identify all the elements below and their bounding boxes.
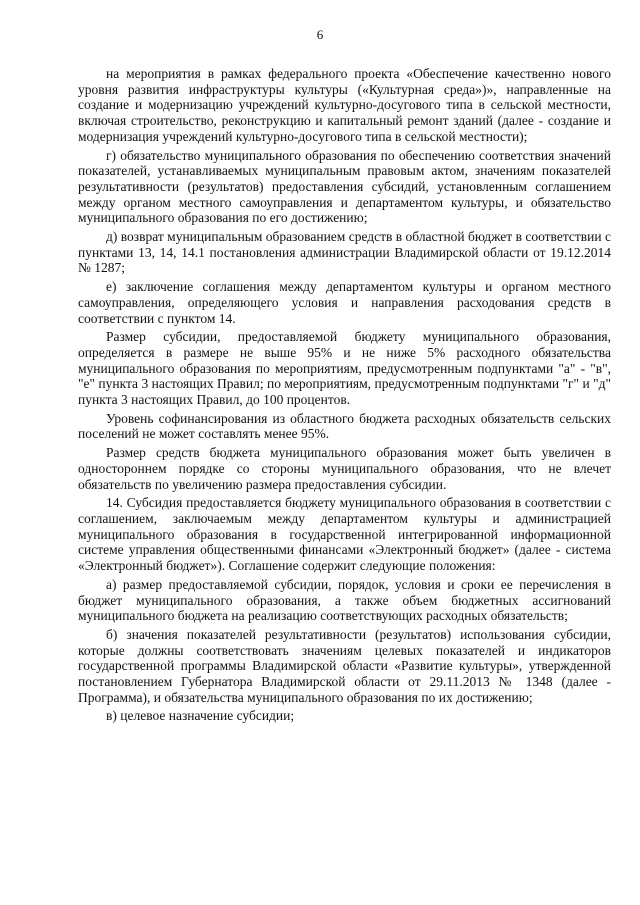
paragraph-subsidy-size: Размер субсидии, предоставляемой бюджету муниципального образования, определяется в размере не выше 95% и не ниже 5% расходного обязательства муниципального образования по мероприятиям, предусмотренным подпунктами "а" - "в", "е" пункта 3 настоящих Правил; по мероприятиям, предусмотренным подпунктами "г" и "д" пункта 3 настоящих Правил, до 100 процентов. [78,329,611,408]
paragraph-e: е) заключение соглашения между департаментом культуры и органом местного самоуправления, определяющего условия и направления расходования средств в соответствии с пунктом 14. [78,279,611,326]
paragraph-14: 14. Субсидия предоставляется бюджету муниципального образования в соответствии с соглашением, заключаемым между департаментом культуры и администрацией муниципального образования в государственной интегрированной информационной системе управления общественными финансами «Электронный бюджет» (далее - система «Электронный бюджет»). Соглашение содержит следующие положения: [78,495,611,574]
paragraph-cofinancing-level: Уровень софинансирования из областного бюджета расходных обязательств сельских поселений не может составлять менее 95%. [78,410,611,442]
page-number: 6 [316,27,324,42]
paragraph-14-a: а) размер предоставляемой субсидии, порядок, условия и сроки ее перечисления в бюджет муниципального образования, а также объем бюджетных ассигнований муниципального бюджета на реализацию соответствующих расходных обязательств; [78,576,611,624]
paragraph-14-b: б) значения показателей результативности (результатов) использования субсидии, которые должны соответствовать значениям целевых показателей и индикаторов государственной программы Владимирской области «Развитие культуры», утвержденной постановлением Губернатора Владимирской области от 29.11.2013 № 1348 (далее - Программа), и обязательства муниципального образования по их достижению; [78,626,611,705]
paragraph-14-v: в) целевое назначение субсидии; [106,708,295,724]
document-body [78,66,611,727]
paragraph-d: д) возврат муниципальным образованием средств в областной бюджет в соответствии с пунктами 13, 14, 14.1 постановления администрации Владимирской области от 19.12.2014 № 1287; [78,229,611,276]
paragraph-g: г) обязательство муниципального образования по обеспечению соответствия значений показателей, устанавливаемых муниципальным правовым актом, значениям показателей результативности (результатов) предоставления субсидий, установленным соглашением между органом местного самоуправления и департаментом культуры, и обязательство муниципального образования по его достижению; [78,147,611,226]
paragraph-continuation: на мероприятия в рамках федерального проекта «Обеспечение качественно нового уровня развития инфраструктуры культуры («Культурная среда»)», направленные на создание и модернизацию учреждений культурно-досугового типа в сельской местности, включая строительство, реконструкцию и капитальный ремонт зданий (далее - создание и модернизация учреждений культурно-досугового типа в сельской местности); [78,66,611,144]
paragraph-municipal-funds: Размер средств бюджета муниципального образования может быть увеличен в одностороннем порядке со стороны муниципального образования, что не влечет обязательств по увеличению размера предоставления субсидии. [78,445,611,492]
